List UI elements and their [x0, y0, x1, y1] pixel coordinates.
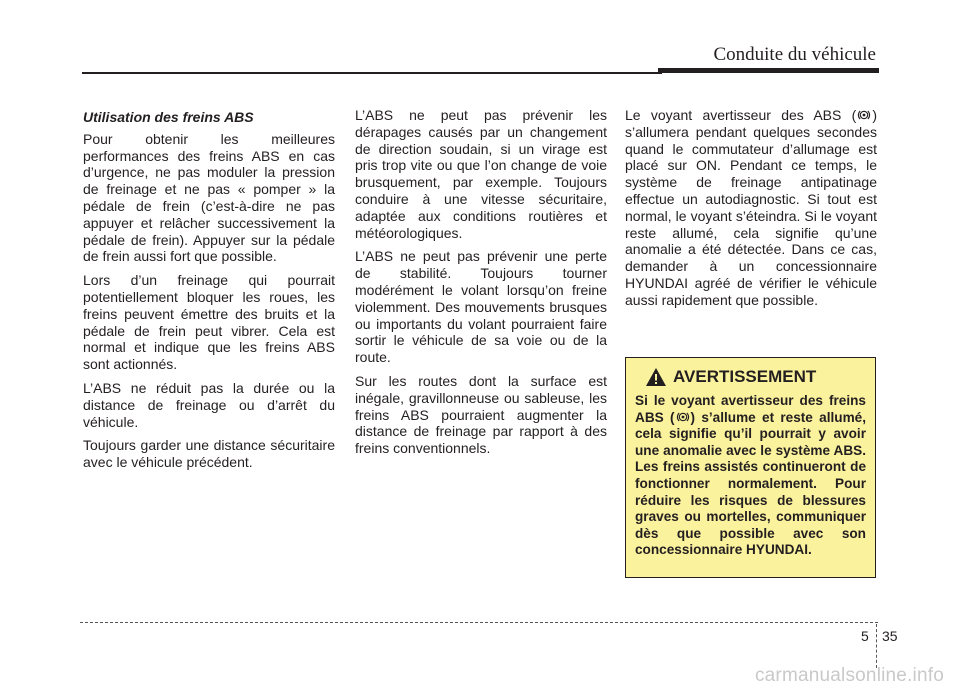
header-rule: [82, 72, 662, 74]
text-fragment: ) s’allume et reste allumé, cela signifie qu’il pourrait y avoir une anomalie avec le système ABS. Les freins assistés continueront de fonctionner normalement. Pour réduire les risques de blessures graves ou mortelles, communiquer dès que possible avec son concessionnaire HYUNDAI.: [635, 409, 866, 558]
paragraph: Lors d’un freinage qui pourrait potentiellement bloquer les roues, les freins peuvent émettre des bruits et la pédale de frein peut vibrer. Cela est normal et indique que les freins ABS sont actionnés.: [83, 272, 335, 373]
watermark: carmanualsonline.info: [754, 665, 944, 686]
warning-box: [625, 357, 876, 578]
text-fragment: Le voyant avertisseur des ABS (: [625, 107, 857, 123]
paragraph: L’ABS ne réduit pas la durée ou la distance de freinage ou d’arrêt du véhicule.: [83, 379, 335, 430]
text-fragment: ) s’allumera pendant quelques secondes quand le commutateur d’allumage est placé sur ON. Pendant ce temps, le système de freinage antipatinage effectue un autodiagnostic. Si tout est normal, le voyant s’éteindra. Si le voyant reste allumé, cela signifie qu’une anomalie a été détectée. Dans ce cas, demander à un concessionnaire HYUNDAI agréé de vérifier le véhicule aussi rapidement que possible.: [625, 107, 877, 308]
header-rule-thick: [658, 68, 879, 73]
abs-warning-light-icon: [676, 410, 690, 424]
page-number: 35: [882, 628, 898, 644]
paragraph: Toujours garder une distance sécuritaire avec le véhicule précédent.: [83, 437, 335, 471]
page-number-divider: [876, 624, 877, 668]
warning-title: AVERTISSEMENT: [673, 367, 817, 386]
paragraph: Pour obtenir les meilleures performances des freins ABS en cas d’urgence, ne pas moduler la pression de freinage et ne pas « pomper » la pédale de frein (c’est-à-dire ne pas appuyer et relâcher successivement la pédale de frein). Appuyer sur la pédale de frein aussi fort que possible.: [83, 130, 335, 265]
section-heading: Utilisation des freins ABS: [83, 109, 254, 125]
warning-triangle-icon: [645, 367, 667, 387]
abs-warning-paragraph: [625, 107, 877, 309]
abs-warning-light-icon: [857, 108, 871, 122]
warning-header: [635, 367, 866, 387]
paragraph: L’ABS ne peut pas prévenir une perte de stabilité. Toujours tourner modérément le volant lorsqu’on freine violemment. Des mouvements brusques ou importants du volant pourraient faire sortir le véhicule de sa voie ou de la route.: [355, 248, 607, 366]
column-2: [355, 107, 607, 464]
paragraph: Sur les routes dont la surface est inégale, gravillonneuse ou sableuse, les freins ABS pourraient augmenter la distance de freinage par rapport à des freins conventionnels.: [355, 372, 607, 457]
footer-rule: [80, 622, 878, 623]
column-3: [625, 107, 877, 316]
text-fragment: Si le voyant avertisseur des freins ABS (: [635, 393, 866, 425]
page-header-title: Conduite du véhicule: [713, 44, 876, 65]
warning-text: [635, 393, 866, 559]
column-1: [83, 107, 335, 478]
chapter-number: 5: [861, 628, 869, 644]
paragraph: L’ABS ne peut pas prévenir les dérapages causés par un changement de direction soudain, si un virage est pris trop vite ou que l’on change de voie brusquement, par exemple. Toujours conduire à une vitesse sécuritaire, adaptée aux conditions routières et météorologiques.: [355, 107, 607, 241]
